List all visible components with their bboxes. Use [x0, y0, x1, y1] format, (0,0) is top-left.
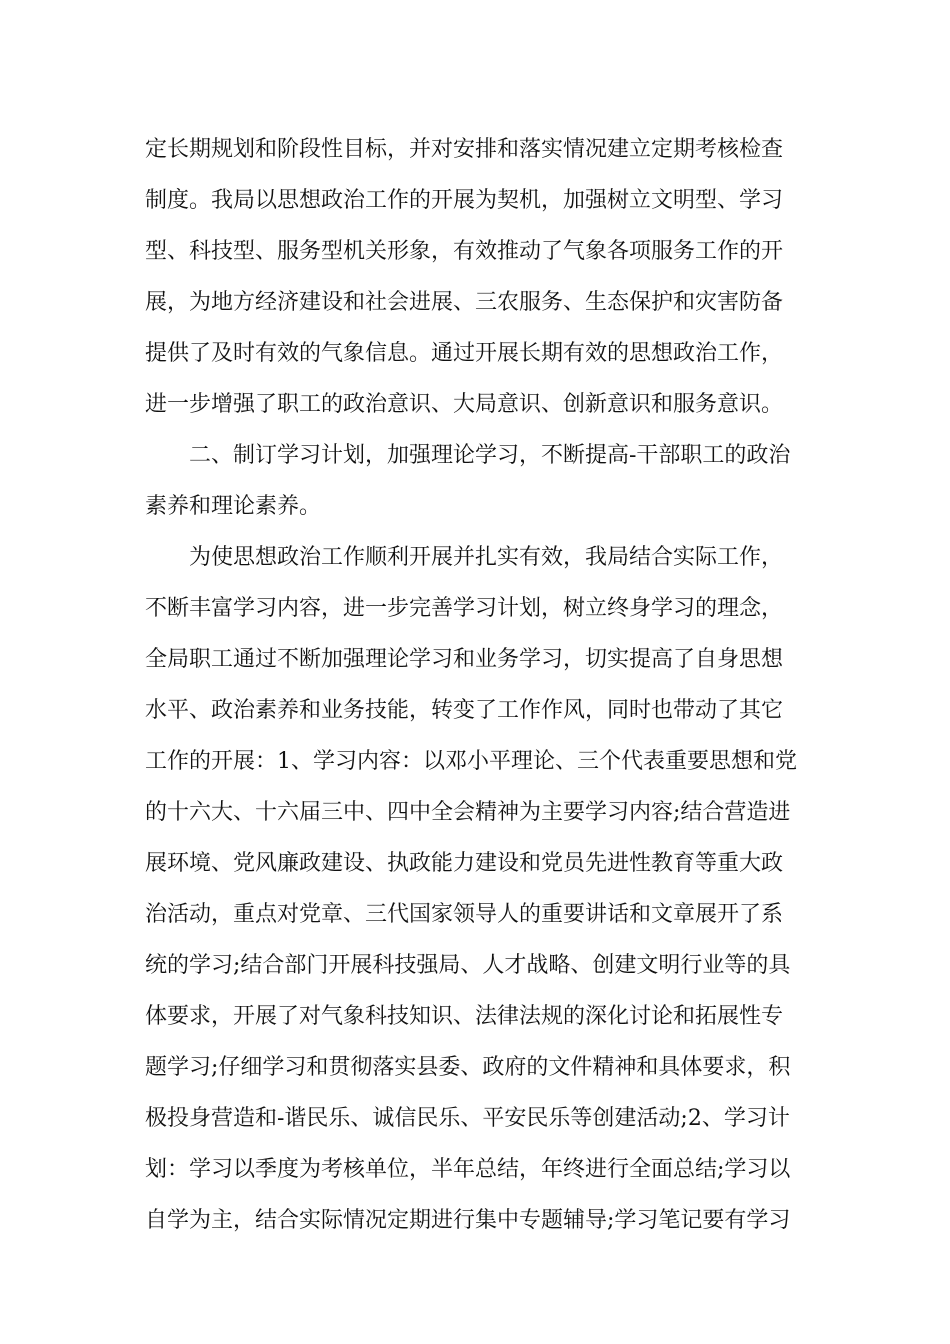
text-line: 体要求，开展了对气象科技知识、法律法规的深化讨论和拓展性专: [145, 1004, 784, 1029]
text-line: 水平、政治素养和业务技能，转变了工作作风，同时也带动了其它: [145, 698, 784, 723]
text-line: 划：学习以季度为考核单位，半年总结，年终进行全面总结;学习以: [145, 1157, 791, 1182]
text-line: 型、科技型、服务型机关形象，有效推动了气象各项服务工作的开: [145, 239, 784, 264]
text-line: 提供了及时有效的气象信息。通过开展长期有效的思想政治工作，: [145, 341, 784, 366]
text-line: 全局职工通过不断加强理论学习和业务学习，切实提高了自身思想: [145, 647, 784, 672]
section-heading-line: 素养和理论素养。: [145, 494, 322, 519]
text-line: 极投身营造和-谐民乐、诚信民乐、平安民乐等创建活动;2、学习计: [145, 1106, 790, 1131]
text-line: 展环境、党风廉政建设、执政能力建设和党员先进性教育等重大政: [145, 851, 784, 876]
text-line: 不断丰富学习内容，进一步完善学习计划，树立终身学习的理念，: [145, 596, 784, 621]
text-line: 制度。我局以思想政治工作的开展为契机，加强树立文明型、学习: [145, 188, 784, 213]
paragraph-first-line: 为使思想政治工作顺利开展并扎实有效，我局结合实际工作，: [189, 545, 784, 570]
text-line: 工作的开展：1、学习内容：以邓小平理论、三个代表重要思想和党: [145, 749, 797, 774]
text-line: 自学为主，结合实际情况定期进行集中专题辅导;学习笔记要有学习: [145, 1208, 791, 1233]
text-line: 治活动，重点对党章、三代国家领导人的重要讲话和文章展开了系: [145, 902, 784, 927]
text-line: 统的学习;结合部门开展科技强局、人才战略、创建文明行业等的具: [145, 953, 791, 978]
text-line: 展，为地方经济建设和社会进展、三农服务、生态保护和灾害防备: [145, 290, 784, 315]
text-line: 定长期规划和阶段性目标，并对安排和落实情况建立定期考核检查: [145, 137, 784, 162]
section-heading-line: 二、制订学习计划，加强理论学习，不断提高-干部职工的政治: [189, 443, 791, 468]
text-line: 题学习;仔细学习和贯彻落实县委、政府的文件精神和具体要求，积: [145, 1055, 791, 1080]
text-line: 进一步增强了职工的政治意识、大局意识、创新意识和服务意识。: [145, 392, 784, 417]
text-line: 的十六大、十六届三中、四中全会精神为主要学习内容;结合营造进: [145, 800, 791, 825]
